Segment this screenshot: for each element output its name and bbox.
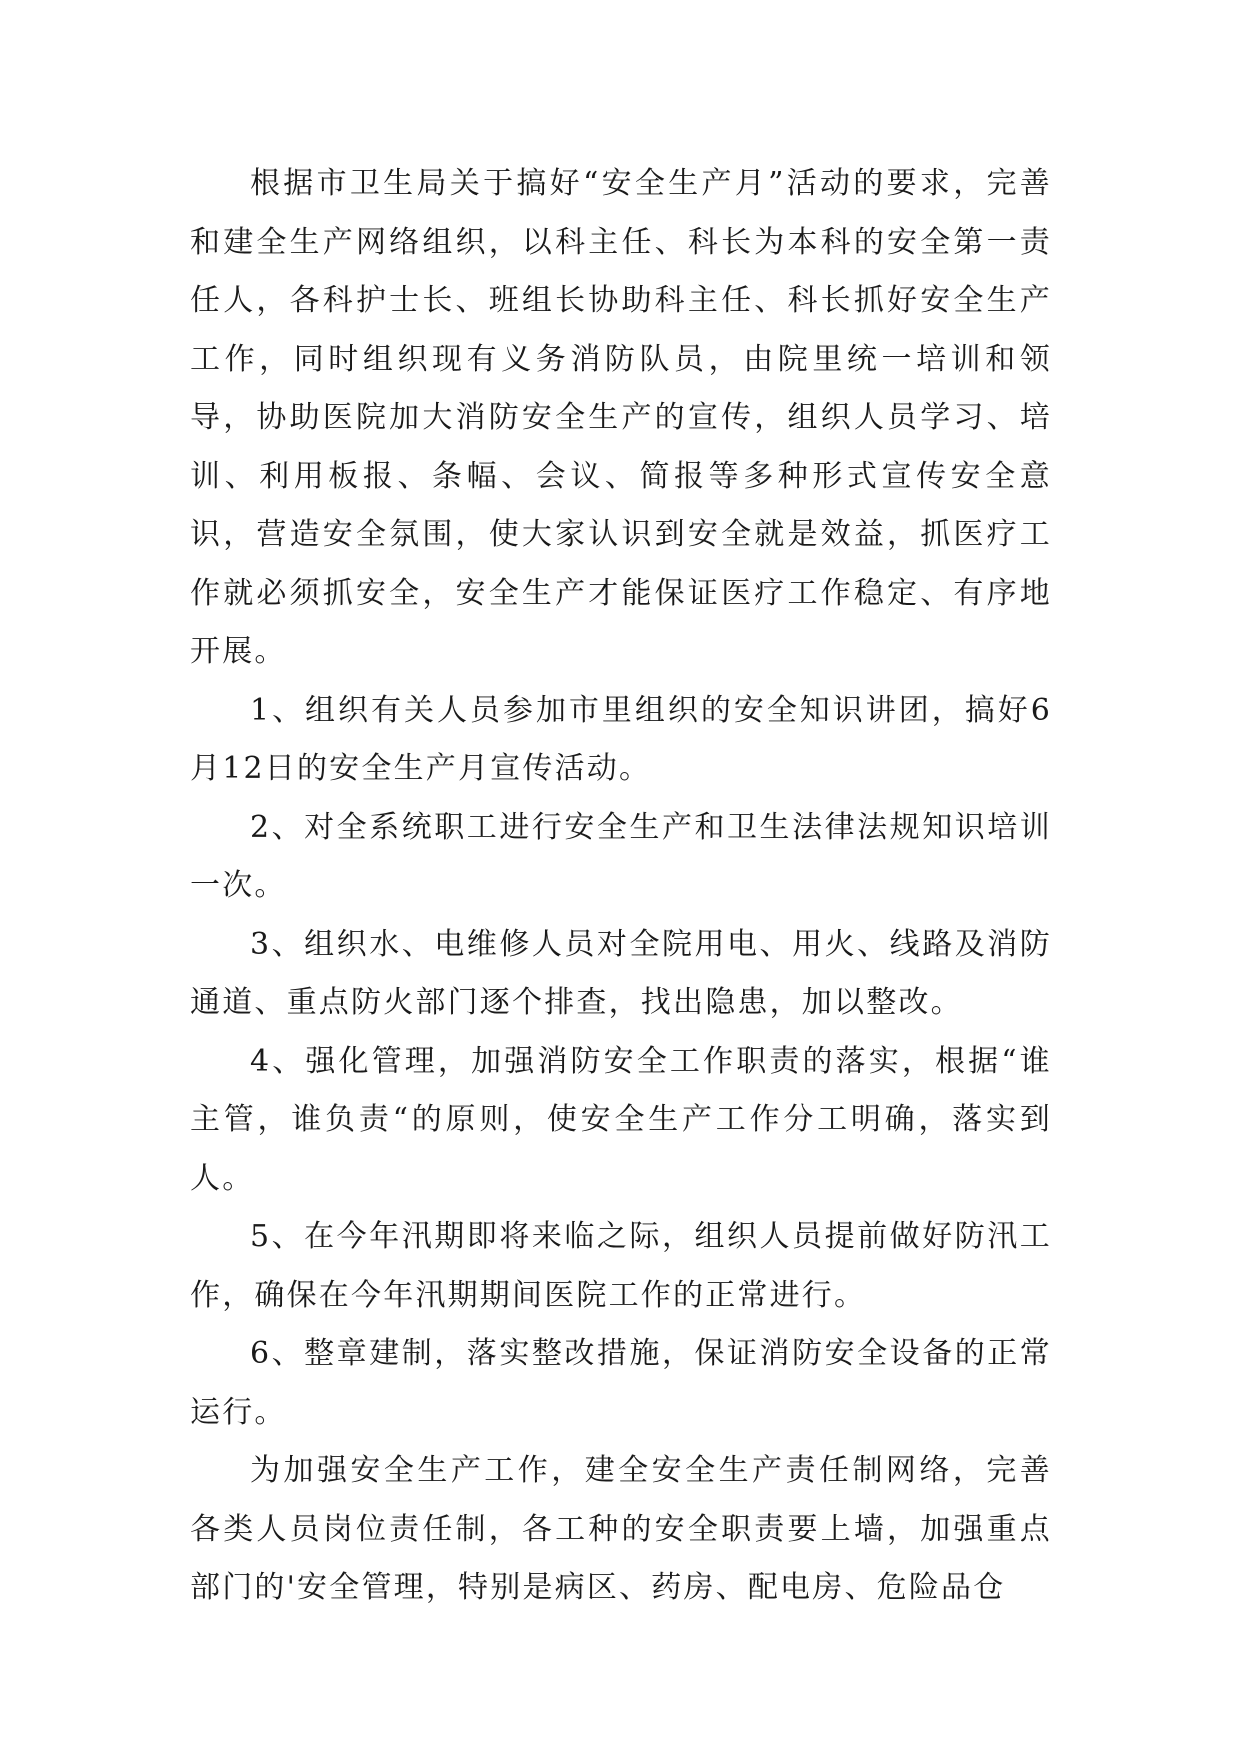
paragraph-responsibility: 为加强安全生产工作，建全安全生产责任制网络，完善各类人员岗位责任制，各工种的安全职责要上墙，加强重点部门的'安全管理，特别是病区、药房、配电房、危险品仓 [190,1453,1052,1605]
list-item-5: 5、在今年汛期即将来临之际，组织人员提前做好防汛工作，确保在今年汛期期间医院工作的正常进行。 [190,1219,1052,1313]
list-item-2: 2、对全系统职工进行安全生产和卫生法律法规知识培训一次。 [190,809,1052,903]
list-item-1: 1、组织有关人员参加市里组织的安全知识讲团，搞好6月12日的安全生产月宣传活动。 [190,692,1052,786]
list-item-6: 6、整章建制，落实整改措施，保证消防安全设备的正常运行。 [190,1336,1052,1430]
document-body [190,155,1052,1618]
list-item-4: 4、强化管理，加强消防安全工作职责的落实，根据“谁主管，谁负责“的原则，使安全生产工作分工明确，落实到人。 [190,1043,1052,1196]
list-item-3: 3、组织水、电维修人员对全院用电、用火、线路及消防通道、重点防火部门逐个排查，找出隐患，加以整改。 [190,926,1052,1020]
paragraph-intro: 根据市卫生局关于搞好“安全生产月”活动的要求，完善和建全生产网络组织，以科主任、科长为本科的安全第一责任人，各科护士长、班组长协助科主任、科长抓好安全生产工作，同时组织现有义务消防队员，由院里统一培训和领导，协助医院加大消防安全生产的宣传，组织人员学习、培训、利用板报、条幅、会议、简报等多种形式宣传安全意识，营造安全氛围，使大家认识到安全就是效益，抓医疗工作就必须抓安全，安全生产才能保证医疗工作稳定、有序地开展。 [190,166,1052,669]
